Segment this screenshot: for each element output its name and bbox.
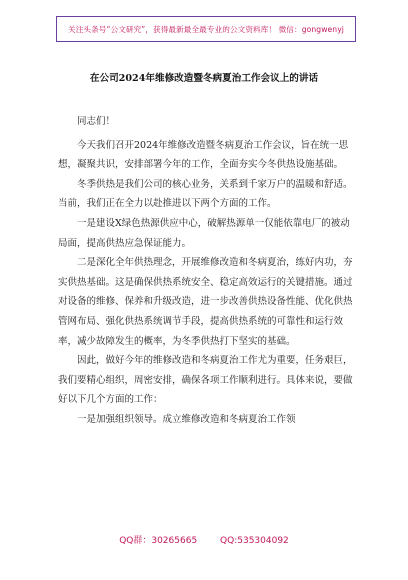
document-title: 在公司2024年维修改造暨冬病夏治工作会议上的讲话 — [89, 73, 319, 84]
footer-qq: QQ:535304092 — [220, 536, 289, 546]
footer-qq-group: QQ群：30265665 — [119, 536, 198, 546]
salutation: 同志们！ — [77, 116, 116, 127]
paragraph: 今天我们召开2024年维修改造暨冬病夏治工作会议，旨在统一思想，凝聚共识，安排部署今年的工作，全面夯实今冬供热设施基础。 — [58, 139, 349, 171]
footer-contact — [0, 533, 408, 546]
paragraph: 一是建设X绿色热源供应中心，破解热源单一仅能依靠电厂的被动局面，提高供热应急保证能力。 — [58, 217, 350, 249]
header-banner — [56, 16, 356, 42]
document-body — [58, 112, 354, 430]
paragraph: 冬季供热是我们公司的核心业务，关系到千家万户的温暖和舒适。当前，我们正在全力以赴推进以下两个方面的工作。 — [58, 178, 353, 210]
paragraph: 因此，做好今年的维修改造和冬病夏治工作尤为重要，任务艰巨，我们要精心组织，周密安排，确保各项工作顺利进行。具体来说，要做好以下几个方面的工作： — [58, 355, 353, 406]
paragraph: 二是深化全年供热理念，开展维修改造和冬病夏治，练好内功，夯实供热基础。这是确保供热系统安全、稳定高效运行的关键措施。通过对设备的维修、保养和升级改造，进一步改善供热设备性能、优化供热管网布局、强化供热系统调节手段，提高供热系统的可靠性和运行效率，减少故障发生的概率，为冬季供热打下坚实的基础。 — [58, 257, 353, 347]
header-banner-text: 关注头条号“公文研究”，获得最新最全最专业的公文资料库！ 微信：gongwenyj — [68, 24, 344, 34]
paragraph: 一是加强组织领导。成立维修改造和冬病夏治工作领 — [77, 413, 296, 425]
